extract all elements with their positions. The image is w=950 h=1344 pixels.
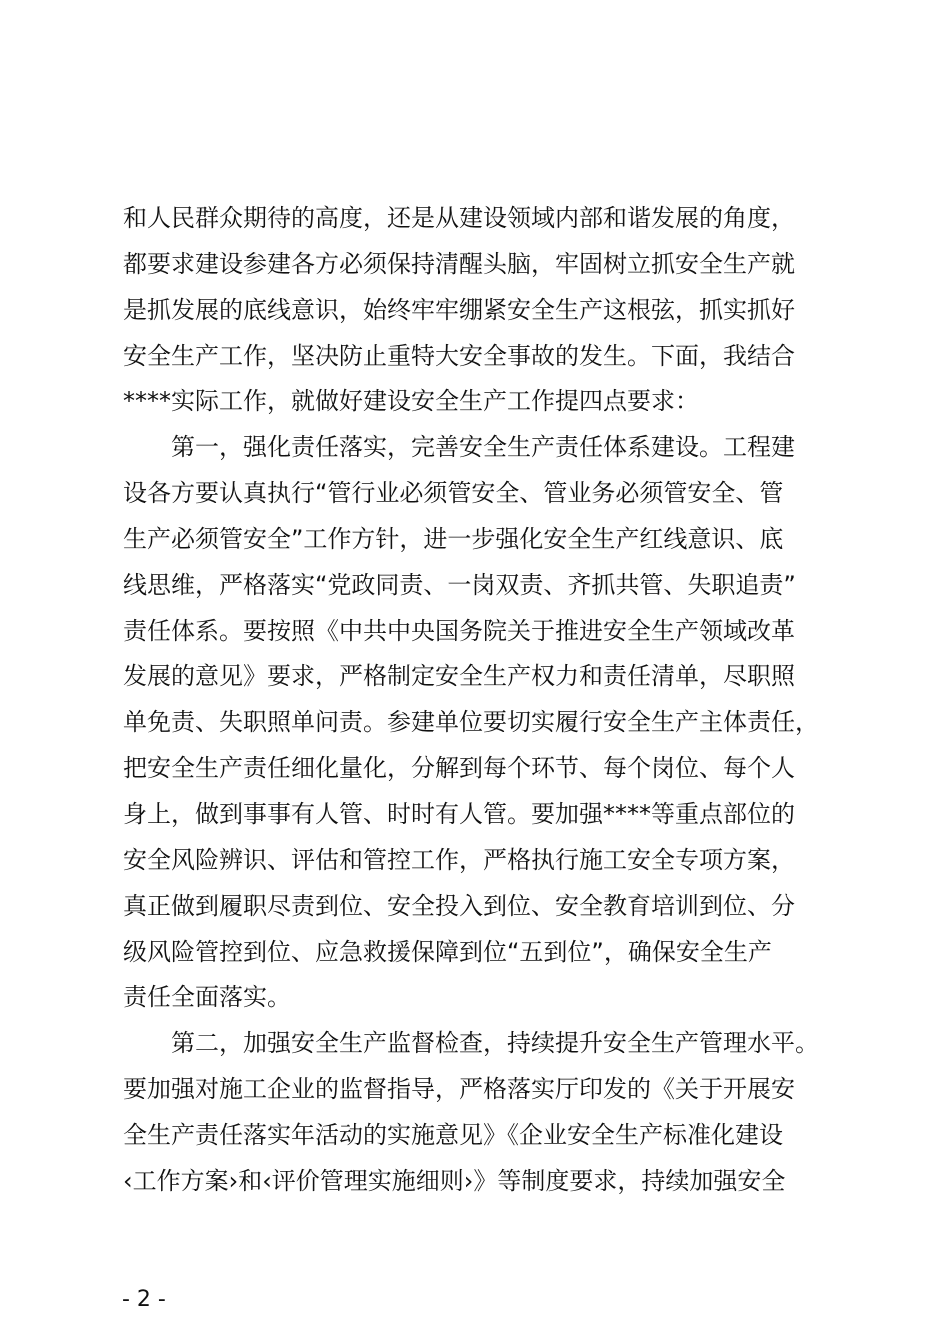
text-line: 级风险管控到位、应急救援保障到位“五到位”，确保安全生产 bbox=[123, 937, 772, 966]
text-line: 身上，做到事事有人管、时时有人管。要加强****等重点部位的 bbox=[123, 799, 795, 828]
text-line: 把安全生产责任细化量化，分解到每个环节、每个岗位、每个人 bbox=[123, 754, 795, 783]
text-line: 都要求建设参建各方必须保持清醒头脑，牢固树立抓安全生产就 bbox=[123, 249, 795, 278]
text-line: 安全风险辨识、评估和管控工作，严格执行施工安全专项方案， bbox=[123, 845, 795, 874]
text-line: 全生产责任落实年活动的实施意见》《企业安全生产标准化建设 bbox=[123, 1120, 783, 1149]
paragraph-first-line: 第一，强化责任落实，完善安全生产责任体系建设。工程建 bbox=[171, 433, 795, 462]
text-line: 发展的意见》要求，严格制定安全生产权力和责任清单，尽职照 bbox=[123, 662, 795, 691]
text-line: 要加强对施工企业的监督指导，严格落实厅印发的《关于开展安 bbox=[123, 1075, 795, 1104]
text-line: 和人民群众期待的高度，还是从建设领域内部和谐发展的角度， bbox=[123, 204, 795, 232]
text-line: 安全生产工作，坚决防止重特大安全事故的发生。下面，我结合 bbox=[123, 341, 795, 370]
text-line: 线思维，严格落实“党政同责、一岗双责、齐抓共管、失职追责” bbox=[123, 570, 796, 599]
text-line: 是抓发展的底线意识，始终牢牢绷紧安全生产这根弦，抓实抓好 bbox=[123, 295, 795, 324]
page-number: - 2 - bbox=[122, 1287, 166, 1312]
text-line: 责任体系。要按照《中共中央国务院关于推进安全生产领域改革 bbox=[123, 616, 795, 645]
text-line: ****实际工作，就做好建设安全生产工作提四点要求： bbox=[123, 387, 699, 416]
text-line: 生产必须管安全”工作方针，进一步强化安全生产红线意识、底 bbox=[123, 524, 784, 553]
document-body bbox=[123, 196, 833, 1205]
paragraph-first-line: 第二，加强安全生产监督检查，持续提升安全生产管理水平。 bbox=[171, 1029, 819, 1058]
text-line: 单免责、失职照单问责。参建单位要切实履行安全生产主体责任， bbox=[123, 708, 819, 737]
text-line: 责任全面落实。 bbox=[123, 983, 291, 1012]
text-line: 真正做到履职尽责到位、安全投入到位、安全教育培训到位、分 bbox=[123, 891, 795, 920]
text-line: ‹工作方案›和‹评价管理实施细则›》等制度要求，持续加强安全 bbox=[123, 1166, 786, 1195]
text-line: 设各方要认真执行“管行业必须管安全、管业务必须管安全、管 bbox=[123, 479, 784, 508]
